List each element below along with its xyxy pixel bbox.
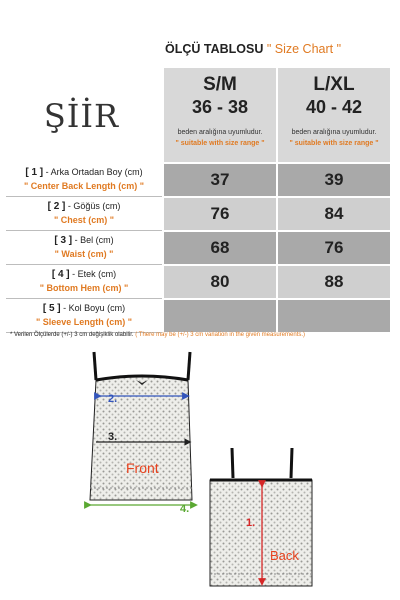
- row-label-en: " Bottom Hem (cm) ": [39, 283, 129, 293]
- front-garment: [88, 352, 194, 505]
- title-en: " Size Chart ": [266, 42, 342, 56]
- brand-logo: [0, 68, 163, 164]
- size-note-en: " suitable with size range ": [175, 140, 265, 147]
- front-label: Front: [126, 460, 159, 476]
- row-number: [ 1 ]: [25, 167, 44, 178]
- row-label-center-back: [6, 164, 162, 197]
- brand-logo-text: ŞİİR: [43, 97, 120, 135]
- value-sm-center-back: 37: [164, 164, 276, 196]
- row-label-chest: [6, 198, 162, 231]
- footnote-tr: * Verilen Ölçülerde (+/-) 3 cm değişiklik olabilir.: [10, 332, 134, 338]
- row-label-sleeve: [6, 300, 162, 333]
- marker-4: 4.: [180, 503, 190, 515]
- value-lxl-chest: 84: [278, 198, 390, 230]
- size-header-lxl: [278, 68, 390, 162]
- back-label: Back: [270, 548, 299, 563]
- measurement-footnote: [10, 332, 395, 338]
- value-sm-bottom-hem: 80: [164, 266, 276, 298]
- size-note-en: " suitable with size range ": [289, 140, 379, 147]
- row-number: [ 2 ]: [47, 201, 66, 212]
- value-sm-chest: 76: [164, 198, 276, 230]
- size-code: L/XL: [313, 74, 355, 95]
- value-lxl-center-back: 39: [278, 164, 390, 196]
- row-number: [ 4 ]: [51, 269, 70, 280]
- size-numbers: 40 - 42: [305, 97, 363, 117]
- back-garment: [210, 448, 312, 586]
- row-label-en: " Sleeve Length (cm) ": [35, 317, 133, 327]
- size-note-tr: beden aralığına uyumludur.: [291, 129, 377, 136]
- row-label-tr: - Göğüs (cm): [65, 201, 121, 211]
- size-code: S/M: [203, 74, 237, 95]
- title-tr: ÖLÇÜ TABLOSU: [165, 42, 264, 56]
- row-label-bottom-hem: [6, 266, 162, 299]
- row-label-en: " Chest (cm) ": [53, 215, 115, 225]
- marker-3: 3.: [108, 431, 118, 443]
- chart-title: [165, 42, 400, 56]
- row-label-tr: - Etek (cm): [69, 269, 117, 279]
- row-label-tr: - Kol Boyu (cm): [60, 303, 126, 313]
- marker-2: 2.: [108, 393, 118, 405]
- value-lxl-waist: 76: [278, 232, 390, 264]
- footnote-en: ( There may be (+/-) 3 cm variation in the given measurements.): [135, 332, 306, 338]
- size-numbers: 36 - 38: [191, 97, 249, 117]
- row-number: [ 5 ]: [42, 303, 61, 314]
- size-header-sm: [164, 68, 276, 162]
- row-label-en: " Center Back Length (cm) ": [23, 181, 145, 191]
- row-label-tr: - Arka Ortadan Boy (cm): [43, 167, 143, 177]
- row-label-tr: - Bel (cm): [72, 235, 114, 245]
- value-sm-sleeve: [164, 300, 276, 332]
- row-label-waist: [6, 232, 162, 265]
- value-lxl-sleeve: [278, 300, 390, 332]
- row-number: [ 3 ]: [54, 235, 73, 246]
- marker-1: 1.: [246, 517, 256, 529]
- row-label-en: " Waist (cm) ": [54, 249, 114, 259]
- size-note-tr: beden aralığına uyumludur.: [177, 129, 263, 136]
- garment-diagram: [0, 350, 400, 600]
- value-lxl-bottom-hem: 88: [278, 266, 390, 298]
- value-sm-waist: 68: [164, 232, 276, 264]
